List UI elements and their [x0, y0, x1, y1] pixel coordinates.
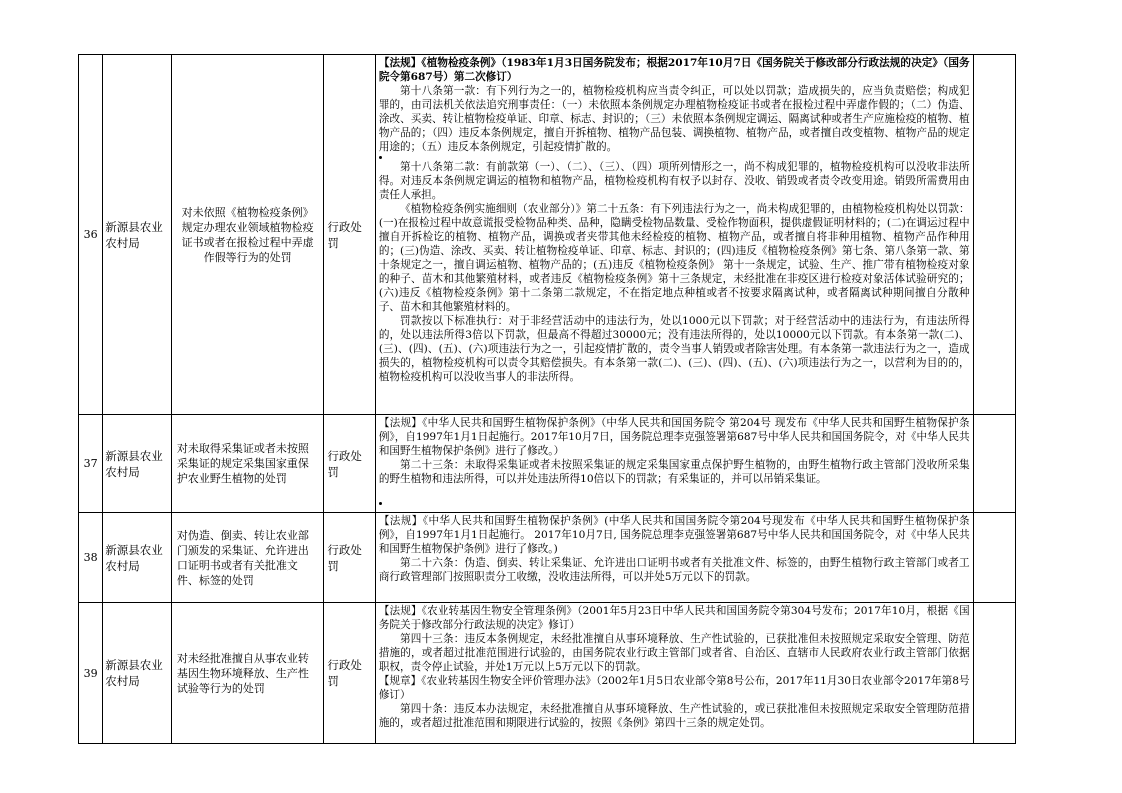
table-row	[79, 603, 1016, 744]
basis-source: 【法规】《植物检疫条例》（1983年1月3日国务院发布；根据2017年10月7日《国务院关于修改部分行政法规的决定》（国务院令第687号）第二次修订）	[378, 57, 970, 83]
row-number: 36	[79, 55, 103, 415]
basis-paragraph: 第十八条第一款：有下列行为之一的，植物检疫机构应当责令纠正，可以处以罚款；造成损失的，应当负责赔偿；构成犯罪的，由司法机关依法追究刑事责任：（一）未依照本条例规定办理植物检疫证书或者在报检过程中弄虚作假的；（二）伪造、涂改、买卖、转让植物检疫单证、印章、标志、封识的；（三）未依照本条例规定调运、隔离试种或者生产应施检疫的植物、植物产品的；（四）违反本条例规定，擅自开拆植物、植物产品包装、调换植物、植物产品，或者擅自改变植物、植物产品的规定用途的；（五）违反本条例规定，引起疫情扩散的。	[378, 85, 970, 153]
penalty-table	[78, 54, 1016, 744]
legal-basis-cell	[375, 513, 973, 603]
penalty-item-cell: 对未依照《植物检疫条例》规定办理农业领域植物检疫证书或者在报检过程中弄虚作假等行为的处罚	[171, 55, 323, 415]
table-row	[79, 55, 1016, 415]
legal-basis-cell	[375, 415, 973, 513]
department-cell: 新源县农业农村局	[103, 513, 172, 603]
basis-source: 【法规】《农业转基因生物安全管理条例》（2001年5月23日中华人民共和国国务院令第304号发布；2017年10月，根据《国务院关于修改部分行政法规的决定》修订）	[378, 605, 970, 631]
basis-paragraph: 第四十三条：违反本条例规定，未经批准擅自从事环境释放、生产性试验的，已获批准但未按照规定采取安全管理、防范措施的，或者超过批准范围进行试验的，由国务院农业行政主管部门或者省、自治区、直辖市人民政府农业行政主管部门依据职权，责令停止试验，并处1万元以上5万元以下的罚款。	[378, 633, 970, 673]
legal-basis-cell	[375, 603, 973, 744]
row-number: 37	[79, 415, 103, 513]
basis-paragraph: 第二十三条：未取得采集证或者未按照采集证的规定采集国家重点保护野生植物的，由野生植物行政主管部门没收所采集的野生植物和违法所得，可以并处违法所得10倍以下的罚款；有采集证的，并可以吊销采集证。	[378, 459, 970, 485]
penalty-type-cell: 行政处罚	[324, 55, 375, 415]
basis-source: 【规章】《农业转基因生物安全评价管理办法》（2002年1月5日农业部令第8号公布，2017年11月30日农业部令2017年第8号修订）	[378, 675, 970, 701]
penalty-item-cell: 对未取得采集证或者未按照采集证的规定采集国家重保护农业野生植物的处罚	[171, 415, 323, 513]
basis-paragraph: 第十八条第二款：有前款第（一）、（二）、（三）、（四）项所列情形之一，尚不构成犯罪的，植物检疫机构可以没收非法所得。对违反本条例规定调运的植物和植物产品，植物检疫机构有权予以封存、没收、销毁或者责令改变用途。销毁所需费用由责任人承担。	[378, 161, 970, 201]
empty-cell	[973, 603, 1015, 744]
separator-dots	[379, 502, 970, 505]
empty-cell	[973, 415, 1015, 513]
department-cell: 新源县农业农村局	[103, 603, 172, 744]
penalty-type-cell: 行政处罚	[324, 513, 375, 603]
department-cell: 新源县农业农村局	[103, 55, 172, 415]
penalty-item-cell: 对伪造、倒卖、转让农业部门颁发的采集证、允许进出口证明书或者有关批准文件、标签的处罚	[171, 513, 323, 603]
table-row	[79, 513, 1016, 603]
penalty-type-cell: 行政处罚	[324, 603, 375, 744]
basis-paragraph: 第二十六条：伪造、倒卖、转让采集证、允许进出口证明书或者有关批准文件、标签的，由野生植物行政主管部门或者工商行政管理部门按照职责分工收缴，没收违法所得，可以并处5万元以下的罚款。	[378, 557, 970, 583]
basis-paragraph: 第四十条：违反本办法规定，未经批准擅自从事环境释放、生产性试验的，或已获批准但未按照规定采取安全管理防范措施的，或者超过批准范围和期限进行试验的，按照《条例》第四十三条的规定处罚。	[378, 703, 970, 729]
basis-source: 【法规】《中华人民共和国野生植物保护条例》(中华人民共和国国务院令第204号现发布《中华人民共和国野生植物保护条例》，自1997年1月1日起施行。 2017年10月7日, 国务院总理李克强签署第687号中华人民共和国国务院令，对《中华人民共和国野生植物保护条例》进行了修改。)	[378, 515, 970, 555]
penalty-item-cell: 对未经批准擅自从事农业转基因生物环境释放、生产性试验等行为的处罚	[171, 603, 323, 744]
basis-paragraph: 《植物检疫条例实施细则（农业部分）》第二十五条：有下列违法行为之一，尚未构成犯罪的，由植物检疫机构处以罚款：(一)在报检过程中故意谎报受检物品种类、品种，隐瞒受检物品数量、受检作物面积，提供虚假证明材料的；(二)在调运过程中擅自开拆检讫的植物、植物产品，调换或者夹带其他未经检疫的植物、植物产品，或者擅自将非种用植物、植物产品作种用的；(三)伪造、涂改、买卖、转让植物检疫单证、印章、标志、封识的；(四)违反《植物检疫条例》第七条、第八条第一款、第十条规定之一，擅自调运植物、植物产品的；(五)违反《植物检疫条例》 第十一条规定，试验、生产、推广带有植物检疫对象的种子、苗木和其他繁殖材料，或者违反《植物检疫条例》第十三条规定，未经批准在非疫区进行检疫对象活体试验研究的；(六)违反《植物检疫条例》第十二条第二款规定，不在指定地点种植或者不按要求隔离试种，或者隔离试种期间擅自分散种子、苗木和其他繁殖材料的。	[378, 203, 970, 313]
empty-cell	[973, 513, 1015, 603]
penalty-type-cell: 行政处罚	[324, 415, 375, 513]
table-row	[79, 415, 1016, 513]
basis-source: 【法规】《中华人民共和国野生植物保护条例》（中华人民共和国国务院令 第204号 现发布《中华人民共和国野生植物保护条例》，自1997年1月1日起施行。2017年10月7日，国务院总理李克强签署第687号中华人民共和国国务院令，对《中华人民共和国野生植物保护条例》进行了修改。）	[378, 417, 970, 457]
separator-dots	[379, 156, 970, 159]
empty-cell	[973, 55, 1015, 415]
legal-basis-cell	[375, 55, 973, 415]
row-number: 38	[79, 513, 103, 603]
department-cell: 新源县农业农村局	[103, 415, 172, 513]
basis-paragraph: 罚款按以下标准执行：对于非经营活动中的违法行为，处以1000元以下罚款；对于经营活动中的违法行为，有违法所得的，处以违法所得3倍以下罚款，但最高不得超过30000元；没有违法所得的，处以10000元以下罚款。有本条第一款(二)、(三)、(四)、(五)、(六)项违法行为之一，引起疫情扩散的，责令当事人销毁或者除害处理。有本条第一款违法行为之一，造成损失的，植物检疫机构可以责令其赔偿损失。有本条第一款(二)、(三)、(四)、(五)、(六)项违法行为之一，以营利为目的的，植物检疫机构可以没收当事人的非法所得。	[378, 315, 970, 383]
row-number: 39	[79, 603, 103, 744]
